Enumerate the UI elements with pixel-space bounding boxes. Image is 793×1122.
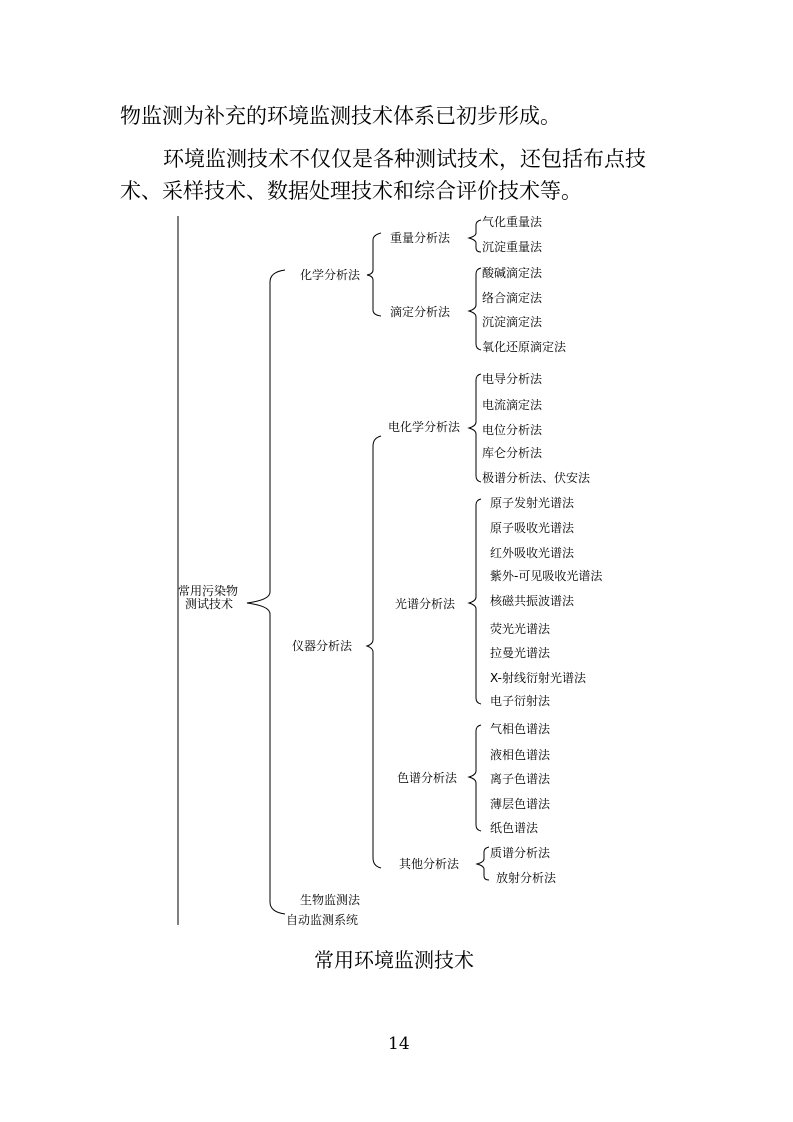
leaf-item: 酸碱滴定法 bbox=[482, 266, 543, 280]
node-titration-analysis: 滴定分析法 bbox=[390, 305, 451, 319]
leaf-item: 拉曼光谱法 bbox=[490, 646, 551, 660]
node-gravimetric-analysis: 重量分析法 bbox=[390, 231, 451, 245]
node-other-analysis: 其他分析法 bbox=[399, 857, 460, 871]
root-node-label-line2: 测试技术 bbox=[185, 597, 234, 611]
paragraph-line-3: 术、采样技术、数据处理技术和综合评价技术等。 bbox=[120, 179, 582, 203]
leaf-item: 红外吸收光谱法 bbox=[490, 546, 575, 560]
node-chromatographic-analysis: 色谱分析法 bbox=[397, 771, 458, 785]
leaf-item: 放射分析法 bbox=[496, 871, 557, 885]
leaf-item: 氧化还原滴定法 bbox=[482, 340, 567, 354]
leaf-item: 沉淀重量法 bbox=[482, 240, 543, 254]
node-chemical-analysis: 化学分析法 bbox=[300, 268, 361, 282]
leaf-item: 络合滴定法 bbox=[482, 291, 543, 305]
leaf-item: 库仑分析法 bbox=[482, 446, 543, 460]
root-node-label-line1: 常用污染物 bbox=[178, 584, 239, 598]
page-number: 14 bbox=[388, 1034, 410, 1054]
node-automatic-monitoring: 自动监测系统 bbox=[286, 913, 359, 927]
leaf-item: 电流滴定法 bbox=[482, 398, 543, 412]
leaf-item: 核磁共振波谱法 bbox=[490, 594, 575, 608]
node-electrochemical-analysis: 电化学分析法 bbox=[388, 420, 461, 434]
paragraph-line-2: 环境监测技术不仅仅是各种测试技术，还包括布点技 bbox=[163, 147, 646, 171]
leaf-item: 原子吸收光谱法 bbox=[490, 521, 575, 535]
leaf-item: 电子衍射法 bbox=[490, 694, 551, 708]
paragraph-line-1: 物监测为补充的环境监测技术体系已初步形成。 bbox=[120, 104, 561, 128]
leaf-item: 纸色谱法 bbox=[490, 821, 539, 835]
leaf-item: 薄层色谱法 bbox=[490, 797, 551, 811]
figure-caption: 常用环境监测技术 bbox=[314, 948, 474, 972]
leaf-item: 电位分析法 bbox=[482, 423, 543, 437]
leaf-item: 质谱分析法 bbox=[490, 846, 551, 860]
leaf-item: 极谱分析法、伏安法 bbox=[482, 471, 591, 485]
leaf-item: 气相色谱法 bbox=[490, 722, 551, 736]
node-biological-monitoring: 生物监测法 bbox=[300, 893, 361, 907]
leaf-item: 紫外-可见吸收光谱法 bbox=[490, 569, 603, 583]
leaf-item: 荧光光谱法 bbox=[490, 622, 551, 636]
leaf-item: 沉淀滴定法 bbox=[482, 315, 543, 329]
node-spectroscopic-analysis: 光谱分析法 bbox=[395, 597, 456, 611]
leaf-item: 离子色谱法 bbox=[490, 772, 551, 786]
leaf-item: 电导分析法 bbox=[482, 372, 543, 386]
node-instrument-analysis: 仪器分析法 bbox=[292, 639, 353, 653]
leaf-item: 气化重量法 bbox=[482, 215, 543, 229]
leaf-item: 液相色谱法 bbox=[490, 748, 551, 762]
leaf-item: 原子发射光谱法 bbox=[490, 496, 575, 510]
leaf-item: X-射线衍射光谱法 bbox=[490, 671, 586, 685]
